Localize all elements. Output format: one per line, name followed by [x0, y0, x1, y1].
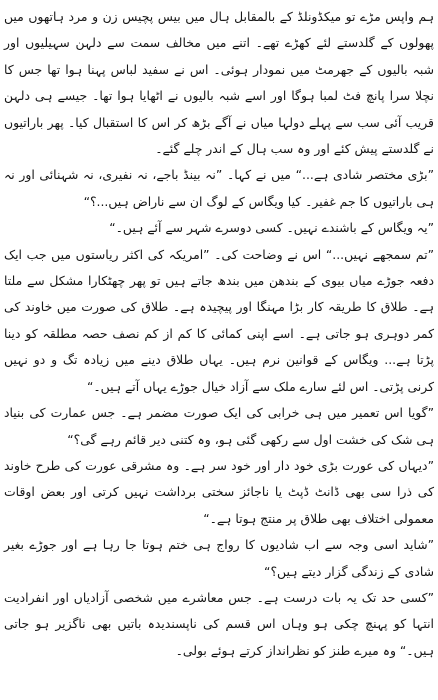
paragraph-7: ”شاید اسی وجہ سے اب شادیوں کا رواج ہی ختم ہوتا جا رہا ہے اور جوڑے بغیر شادی کے زندگی گزار دیتے ہیں؟“ — [4, 537, 434, 579]
paragraph-8: ”کسی حد تک یہ بات درست ہے۔ جس معاشرے میں شخصی آزادیاں اور انفرادیت انتہا کو پہنچ چکی ہو وہاں اس قسم کی ناپسندیدہ باتیں بھی ناگزیر ہو جاتی ہیں۔“ وہ میرے طنز کو نظرانداز کرتے ہوئے بولی۔ — [4, 589, 434, 658]
paragraph-4: ”تم سمجھے نہیں...“ اس نے وضاحت کی۔ ”امریکہ کی اکثر ریاستوں میں جب ایک دفعہ جوڑے میاں بیوی کے بندھن میں بندھ جاتے ہیں تو پھر چھٹکارا مشکل سے ملتا ہے۔ طلاق کا طریقہ کار بڑا مہنگا اور پیچیدہ ہے۔ طلاق کی صورت میں خاوند کی کمر دوہری ہو جاتی ہے۔ اسے اپنی کمائی کا کم از کم نصف حصہ مطلقہ کو دینا پڑتا ہے... ویگاس کے قوانین نرم ہیں۔ یہاں طلاق دینے میں زیادہ تگ و دو نہیں کرنی پڑتی۔ اس لئے سارے ملک سے آزاد خیال جوڑے یہاں آتے ہیں۔“ — [4, 246, 434, 394]
paragraph-6: ”دیہاں کی عورت بڑی خود دار اور خود سر ہے۔ وہ مشرقی عورت کی طرح خاوند کی ذرا سی بھی ڈانٹ ڈپٹ یا ناجائز سختی برداشت نہیں کرتی اور بعض اوقات معمولی اختلاف بھی طلاق پر منتج ہوتا ہے۔“ — [4, 457, 434, 526]
paragraph-3: ”یہ ویگاس کے باشندے نہیں۔ کسی دوسرے شہر سے آئے ہیں۔“ — [109, 220, 434, 236]
urdu-text-body — [4, 4, 434, 664]
paragraph-2: ”بڑی مختصر شادی ہے...“ میں نے کہا۔ ”نہ بینڈ باجے، نہ نفیری، نہ شہنائی اور نہ ہی باراتیوں کا جم غفیر۔ کیا ویگاس کے لوگ ان سے ناراض ہیں...؟“ — [4, 167, 434, 209]
paragraph-1: ہم واپس مڑے تو میکڈونلڈ کے بالمقابل ہال میں بیس پچیس زن و مرد ہاتھوں میں پھولوں کے گلدستے لئے کھڑے تھے۔ اتنے میں مخالف سمت سے دلہن سہیلیوں اور شبہ بالیوں کے جھرمٹ میں نمودار ہوئی۔ اس نے سفید لباس پہنا ہوا تھا جس کا نچلا سرا پانچ فٹ لمبا ہوگا اور اسے شبہ بالیوں نے اٹھایا ہوا تھا۔ جیسے ہی دلہن قریب آئی سب سے پہلے دولہا میاں نے آگے بڑھ کر اس کا استقبال کیا۔ پھر باراتیوں نے گلدستے پیش کئے اور وہ سب ہال کے اندر چلے گئے۔ — [4, 9, 434, 157]
paragraph-5: ”گویا اس تعمیر میں ہی خرابی کی ایک صورت مضمر ہے۔ جس عمارت کی بنیاد ہی شک کی خشت اول سے رکھی گئی ہو، وہ کتنی دیر قائم رہے گی؟“ — [4, 405, 434, 447]
